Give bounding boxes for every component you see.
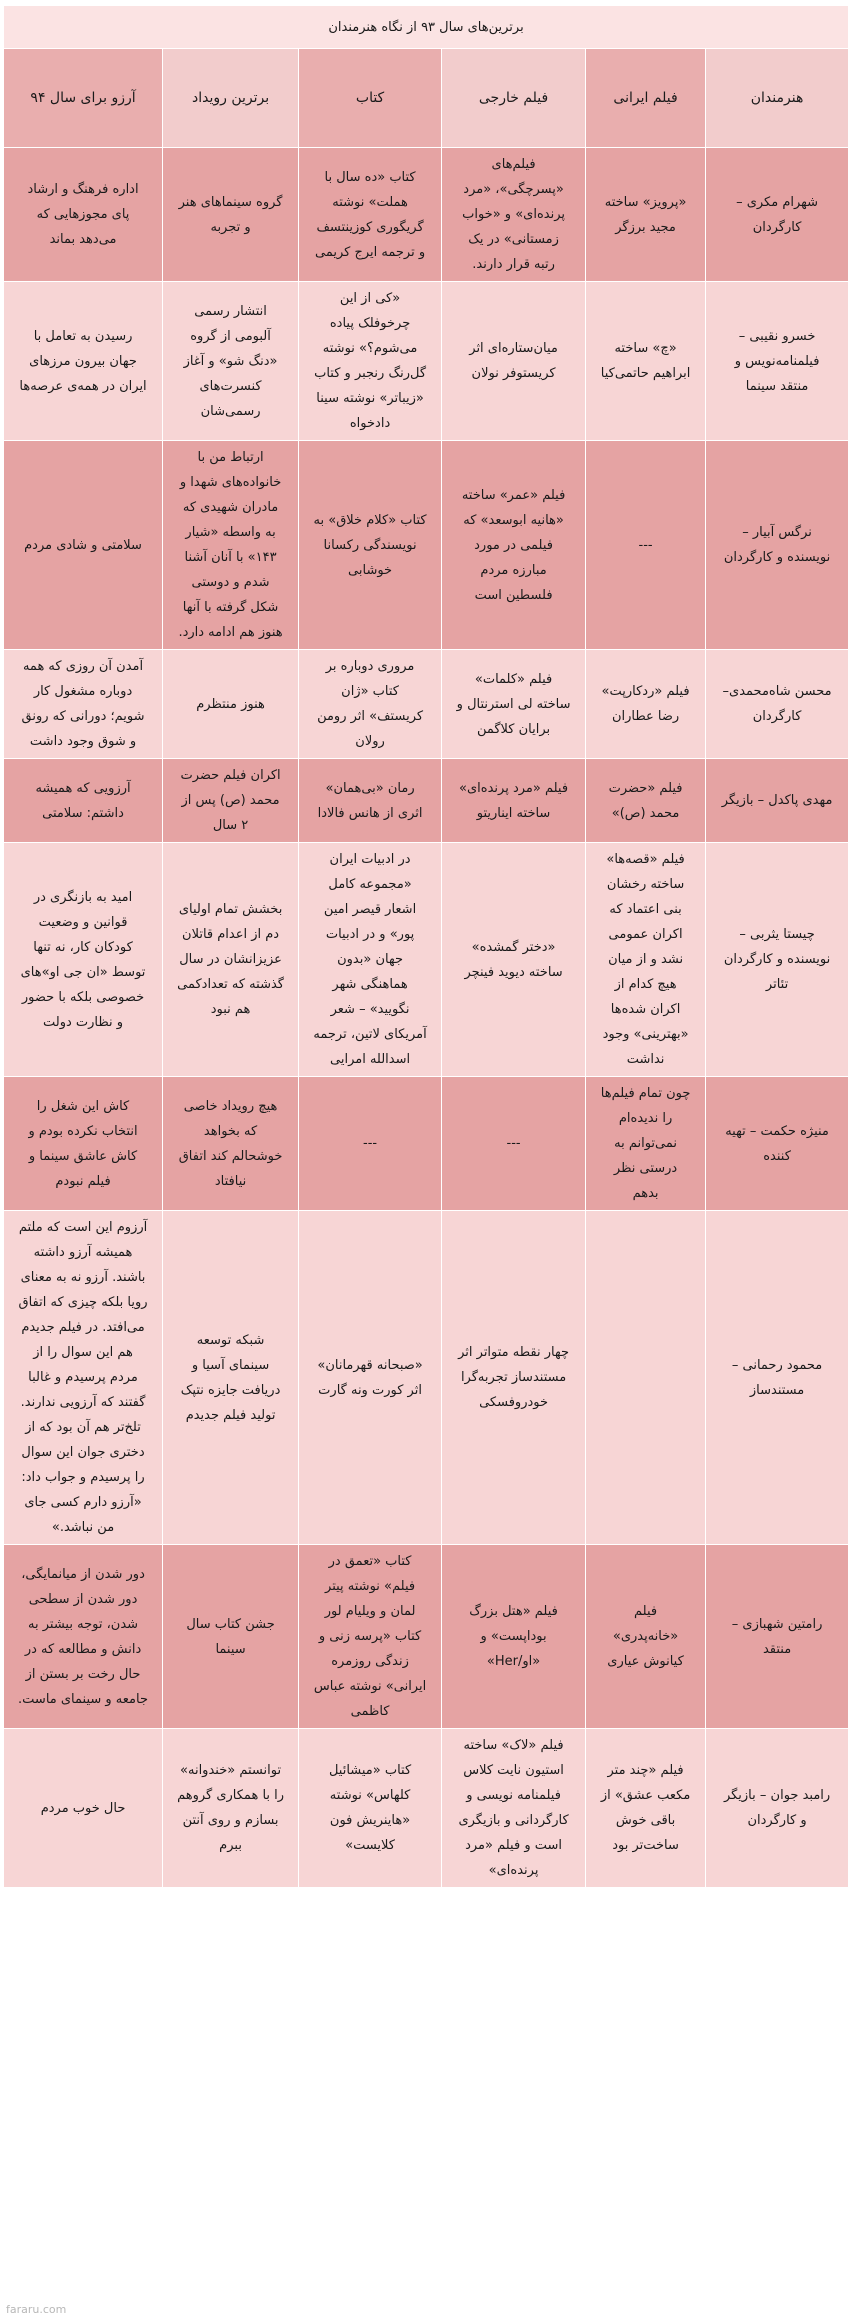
book-cell: کتاب «ده سال با هملت» نوشته گریگوری کوزینتسف و ترجمه ایرج کریمی bbox=[299, 148, 442, 282]
table-row bbox=[4, 1211, 849, 1545]
book-cell: --- bbox=[299, 1077, 442, 1211]
wish-cell: اداره فرهنگ و ارشاد پای مجوزهایی که می‌دهد بماند bbox=[4, 148, 163, 282]
foreign-film-cell: فیلم «مرد پرنده‌ای» ساخته ایناریتو bbox=[442, 759, 586, 843]
book-cell: کتاب «میشائیل کلهاس» نوشته «هاینریش فون کلایست» bbox=[299, 1729, 442, 1888]
best-event-cell: گروه سینماهای هنر و تجربه bbox=[163, 148, 299, 282]
foreign-film-cell: فیلم «هتل بزرگ بوداپست» و «او/Her» bbox=[442, 1545, 586, 1729]
wish-cell: امید به بازنگری در قوانین و وضعیت کودکان کار، نه تنها توسط «ان جی او»های خصوصی بلکه با حضور و نظارت دولت bbox=[4, 843, 163, 1077]
best-event-cell: توانستم «خندوانه» را با همکاری گروهم بسازم و روی آنتن ببرم bbox=[163, 1729, 299, 1888]
iranian-film-cell: «پرویز» ساخته مجید برزگر bbox=[586, 148, 706, 282]
book-cell: در ادبیات ایران «مجموعه کامل اشعار قیصر امین پور» و در ادبیات جهان «بدون هماهنگی شهر نگویید» – شعر آمریکای لاتین، ترجمه اسدالله امرایی bbox=[299, 843, 442, 1077]
book-cell: «صبحانه قهرمانان» اثر کورت ونه گارت bbox=[299, 1211, 442, 1545]
foreign-film-cell: --- bbox=[442, 1077, 586, 1211]
best-event-cell: اکران فیلم حضرت محمد (ص) پس از ۲ سال bbox=[163, 759, 299, 843]
table-row bbox=[4, 1077, 849, 1211]
book-cell: کتاب «کلام خلاق» به نویسندگی رکسانا خوشابی bbox=[299, 441, 442, 650]
table-row bbox=[4, 843, 849, 1077]
header-row bbox=[4, 49, 849, 148]
book-cell: کتاب «تعمق در فیلم» نوشته پیتر لمان و ویلیام لور کتاب «پرسه زنی و زندگی روزمره ایرانی» نوشته عباس کاظمی bbox=[299, 1545, 442, 1729]
artist-cell: رامتین شهبازی – منتقد bbox=[706, 1545, 849, 1729]
artist-cell: محسن شاه‌محمدی– کارگردان bbox=[706, 650, 849, 759]
iranian-film-cell: فیلم «ردکارپت» رضا عطاران bbox=[586, 650, 706, 759]
foreign-film-cell: فیلم «کلمات» ساخته لی استرنتال و برایان کلاگمن bbox=[442, 650, 586, 759]
header-foreign-film: فیلم خارجی bbox=[442, 49, 586, 148]
table-row bbox=[4, 282, 849, 441]
best-event-cell: هنوز منتظرم bbox=[163, 650, 299, 759]
iranian-film-cell: فیلم «حضرت محمد (ص)» bbox=[586, 759, 706, 843]
site-watermark: fararu.com bbox=[6, 2303, 67, 2316]
wish-cell: سلامتی و شادی مردم bbox=[4, 441, 163, 650]
artist-cell: شهرام مکری – کارگردان bbox=[706, 148, 849, 282]
iranian-film-cell: «چ» ساخته ابراهیم حاتمی‌کیا bbox=[586, 282, 706, 441]
header-book: کتاب bbox=[299, 49, 442, 148]
table-row bbox=[4, 441, 849, 650]
artist-cell: رامبد جوان – بازیگر و کارگردان bbox=[706, 1729, 849, 1888]
best-event-cell: هیچ رویداد خاصی که بخواهد خوشحالم کند اتفاق نیافتاد bbox=[163, 1077, 299, 1211]
iranian-film-cell bbox=[586, 1211, 706, 1545]
table-row bbox=[4, 1545, 849, 1729]
table-row bbox=[4, 148, 849, 282]
wish-cell: دور شدن از میانمایگی، دور شدن از سطحی شدن، توجه بیشتر به دانش و مطالعه که در حال رخت بر بستن از جامعه و سینمای ماست. bbox=[4, 1545, 163, 1729]
foreign-film-cell: فیلم‌های «پسرچگی»، «مرد پرنده‌ای» و «خواب زمستانی» در یک رتبه قرار دارند. bbox=[442, 148, 586, 282]
table-title: برترین‌های سال ۹۳ از نگاه هنرمندان bbox=[4, 6, 849, 49]
best-event-cell: جشن کتاب سال سینما bbox=[163, 1545, 299, 1729]
foreign-film-cell: «دختر گمشده» ساخته دیوید فینچر bbox=[442, 843, 586, 1077]
foreign-film-cell: میان‌ستاره‌ای اثر کریستوفر نولان bbox=[442, 282, 586, 441]
artist-cell: خسرو نقیبی – فیلمنامه‌نویس و منتقد سینما bbox=[706, 282, 849, 441]
wish-cell: حال خوب مردم bbox=[4, 1729, 163, 1888]
foreign-film-cell: فیلم «لاک» ساخته استیون نایت کلاس فیلمنامه نویسی و کارگردانی و بازیگری است و فیلم «مرد پرنده‌ای» bbox=[442, 1729, 586, 1888]
wish-cell: کاش این شغل را انتخاب نکرده بودم و کاش عاشق سینما و فیلم نبودم bbox=[4, 1077, 163, 1211]
table-row bbox=[4, 650, 849, 759]
best-event-cell: انتشار رسمی آلبومی از گروه «دنگ شو» و آغاز کنسرت‌های رسمی‌شان bbox=[163, 282, 299, 441]
iranian-film-cell: فیلم «خانه‌پدری» کیانوش عیاری bbox=[586, 1545, 706, 1729]
book-cell: مروری دوباره بر کتاب «ژان کریستف» اثر رومن رولان bbox=[299, 650, 442, 759]
header-best-event: برترین رویداد bbox=[163, 49, 299, 148]
foreign-film-cell: فیلم «عمر» ساخته «هانیه ابوسعد» که فیلمی در مورد مبارزه مردم فلسطین است bbox=[442, 441, 586, 650]
artist-cell: مهدی پاکدل – بازیگر bbox=[706, 759, 849, 843]
header-iranian-film: فیلم ایرانی bbox=[586, 49, 706, 148]
iranian-film-cell: فیلم «قصه‌ها» ساخته رخشان بنی اعتماد که اکران عمومی نشد و از میان هیچ کدام از اکران شده‌ها «بهترینی» وجود نداشت bbox=[586, 843, 706, 1077]
book-cell: «کی از این چرخوفلک پیاده می‌شوم؟» نوشته گل‌رنگ رنجبر و کتاب «زیباتر» نوشته سینا دادخواه bbox=[299, 282, 442, 441]
artist-cell: محمود رحمانی – مستندساز bbox=[706, 1211, 849, 1545]
best-event-cell: ارتباط من با خانواده‌های شهدا و مادران شهیدی که به واسطه «شیار ۱۴۳» با آنان آشنا شدم و دوستی شکل گرفته با آنها هنوز هم ادامه دارد. bbox=[163, 441, 299, 650]
table-row bbox=[4, 1729, 849, 1888]
iranian-film-cell: چون تمام فیلم‌ها را ندیده‌ام نمی‌توانم به درستی نظر بدهم bbox=[586, 1077, 706, 1211]
wish-cell: آرزویی که همیشه داشتم: سلامتی bbox=[4, 759, 163, 843]
best-event-cell: شبکه توسعه سینمای آسیا و دریافت جایزه نتپک تولید فیلم جدیدم bbox=[163, 1211, 299, 1545]
artist-cell: نرگس آبیار – نویسنده و کارگردان bbox=[706, 441, 849, 650]
wish-cell: آمدن آن روزی که همه دوباره مشغول کار شویم؛ دورانی که رونق و شوق وجود داشت bbox=[4, 650, 163, 759]
artist-cell: منیژه حکمت – تهیه کننده bbox=[706, 1077, 849, 1211]
table-row bbox=[4, 759, 849, 843]
best-event-cell: بخشش تمام اولیای دم از اعدام قاتلان عزیزانشان در سال گذشته که تعدادکمی هم نبود bbox=[163, 843, 299, 1077]
header-wish: آرزو برای سال ۹۴ bbox=[4, 49, 163, 148]
iranian-film-cell: --- bbox=[586, 441, 706, 650]
artist-cell: چیستا یثربی – نویسنده و کارگردان تئاتر bbox=[706, 843, 849, 1077]
results-table bbox=[3, 5, 849, 1888]
foreign-film-cell: چهار نقطه متواتر اثر مستندساز تجربه‌گرا خودروفسکی bbox=[442, 1211, 586, 1545]
book-cell: رمان «بی‌همان» اثری از هانس فالادا bbox=[299, 759, 442, 843]
wish-cell: آرزوم این است که ملتم همیشه آرزو داشته باشند. آرزو نه به معنای رویا بلکه چیزی که اتفاق می‌افتد. در فیلم جدیدم هم این سوال را از مردم پرسیدم و غالبا گفتند که آرزویی ندارند. تلخ‌تر هم آن بود که از دختری جوان این سوال را پرسیدم و جواب داد: «آرزو دارم کسی جای من نباشد.» bbox=[4, 1211, 163, 1545]
header-artists: هنرمندان bbox=[706, 49, 849, 148]
iranian-film-cell: فیلم «چند متر مکعب عشق» از باقی خوش ساخت‌تر بود bbox=[586, 1729, 706, 1888]
wish-cell: رسیدن به تعامل با جهان بیرون مرزهای ایران در همه‌ی عرصه‌ها bbox=[4, 282, 163, 441]
